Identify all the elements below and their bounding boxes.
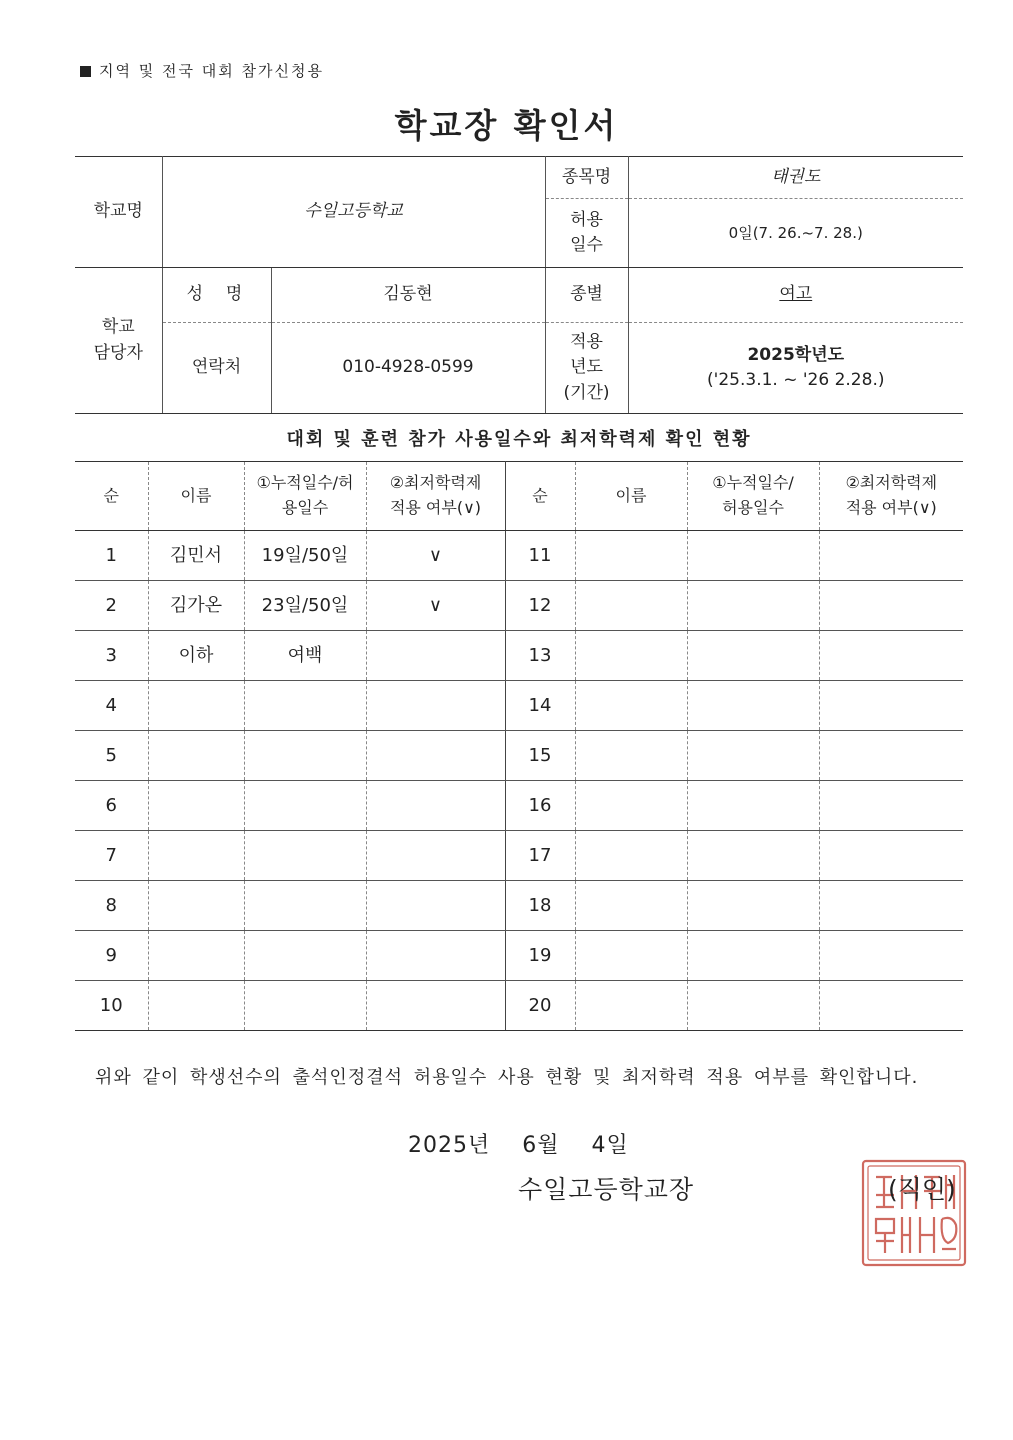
student-name — [148, 681, 244, 731]
participation-status-table — [75, 461, 963, 1031]
header-name-left: 이름 — [148, 462, 244, 531]
minimum-check — [819, 781, 963, 831]
accumulated-days — [687, 681, 819, 731]
period-year: 2025학년도 — [747, 344, 845, 365]
header-no-right: 순 — [505, 462, 575, 531]
row-number: 2 — [75, 581, 148, 631]
accumulated-days — [687, 731, 819, 781]
period-range: ('25.3.1. ~ '26 2.28.) — [707, 370, 885, 390]
minimum-check — [819, 631, 963, 681]
contact-value: 010-4928-0599 — [271, 323, 545, 414]
header-no-left: 순 — [75, 462, 148, 531]
category-label: 종별 — [545, 268, 628, 323]
accumulated-days — [687, 981, 819, 1031]
row-number: 9 — [75, 931, 148, 981]
minimum-check — [819, 681, 963, 731]
row-number: 6 — [75, 781, 148, 831]
period-value — [628, 323, 963, 414]
student-name — [575, 731, 687, 781]
student-name — [148, 881, 244, 931]
accumulated-days: 19일/50일 — [244, 531, 366, 581]
accumulated-days — [244, 831, 366, 881]
allowed-days-value: 0일(7. 26.~7. 28.) — [628, 199, 963, 268]
contact-label: 연락처 — [162, 323, 271, 414]
document-title: 학교장 확인서 — [394, 106, 619, 145]
principal-name: 수일고등학교장 — [518, 1175, 695, 1204]
minimum-check — [819, 881, 963, 931]
accumulated-days — [244, 781, 366, 831]
row-number: 19 — [505, 931, 575, 981]
header-days-left: ①누적일수/허 용일수 — [244, 462, 366, 531]
accumulated-days — [687, 781, 819, 831]
accumulated-days — [687, 931, 819, 981]
minimum-check — [819, 981, 963, 1031]
row-number: 16 — [505, 781, 575, 831]
accumulated-days — [687, 881, 819, 931]
row-number: 11 — [505, 531, 575, 581]
square-bullet-icon — [80, 66, 91, 77]
school-name-label: 학교명 — [75, 157, 162, 268]
student-name — [148, 781, 244, 831]
row-number: 12 — [505, 581, 575, 631]
minimum-check: ∨ — [366, 581, 505, 631]
status-row — [75, 631, 963, 681]
row-number: 4 — [75, 681, 148, 731]
student-name — [575, 881, 687, 931]
header-minimum-left: ②최저학력제 적용 여부(∨) — [366, 462, 505, 531]
issue-date — [408, 1128, 661, 1159]
minimum-check — [366, 931, 505, 981]
accumulated-days — [687, 631, 819, 681]
minimum-check — [366, 831, 505, 881]
status-row — [75, 981, 963, 1031]
minimum-check — [366, 631, 505, 681]
category-value: 여고 — [628, 268, 963, 323]
accumulated-days — [244, 731, 366, 781]
student-name — [575, 831, 687, 881]
accumulated-days — [244, 931, 366, 981]
minimum-check — [819, 831, 963, 881]
minimum-check — [819, 531, 963, 581]
row-number: 7 — [75, 831, 148, 881]
student-name: 김민서 — [148, 531, 244, 581]
row-number: 8 — [75, 881, 148, 931]
row-number: 10 — [75, 981, 148, 1031]
student-name — [575, 581, 687, 631]
accumulated-days — [244, 981, 366, 1031]
school-name-value: 수일고등학교 — [162, 157, 545, 268]
student-name — [575, 931, 687, 981]
status-row — [75, 731, 963, 781]
header-days-right: ①누적일수/ 허용일수 — [687, 462, 819, 531]
status-row — [75, 881, 963, 931]
row-number: 13 — [505, 631, 575, 681]
row-number: 5 — [75, 731, 148, 781]
minimum-check — [819, 931, 963, 981]
minimum-check — [366, 981, 505, 1031]
student-name — [148, 731, 244, 781]
manager-name-label: 성 명 — [162, 268, 271, 323]
school-info-table — [75, 156, 963, 414]
status-row — [75, 831, 963, 881]
accumulated-days — [687, 581, 819, 631]
accumulated-days: 23일/50일 — [244, 581, 366, 631]
manager-label: 학교 담당자 — [75, 268, 162, 414]
accumulated-days — [687, 831, 819, 881]
confirmation-statement: 위와 같이 학생선수의 출석인정결석 허용일수 사용 현황 및 최저학력 적용 여부를 확인합니다. — [95, 1067, 919, 1088]
status-row — [75, 931, 963, 981]
status-row — [75, 531, 963, 581]
status-row — [75, 581, 963, 631]
student-name — [575, 631, 687, 681]
minimum-check: ∨ — [366, 531, 505, 581]
sport-label: 종목명 — [545, 157, 628, 199]
date-month: 6월 — [522, 1133, 560, 1158]
row-number: 18 — [505, 881, 575, 931]
student-name — [575, 781, 687, 831]
row-number: 17 — [505, 831, 575, 881]
accumulated-days: 여백 — [244, 631, 366, 681]
header-name-right: 이름 — [575, 462, 687, 531]
minimum-check — [366, 881, 505, 931]
minimum-check — [819, 731, 963, 781]
form-usage-note — [80, 60, 324, 81]
date-year: 2025년 — [408, 1133, 491, 1158]
student-name — [575, 681, 687, 731]
status-section-title: 대회 및 훈련 참가 사용일수와 최저학력제 확인 현황 — [286, 429, 752, 450]
seal-label: (직인) — [888, 1175, 956, 1204]
status-row — [75, 781, 963, 831]
row-number: 15 — [505, 731, 575, 781]
student-name: 김가온 — [148, 581, 244, 631]
row-number: 1 — [75, 531, 148, 581]
minimum-check — [366, 781, 505, 831]
date-day: 4일 — [591, 1133, 629, 1158]
allowed-days-label: 허용 일수 — [545, 199, 628, 268]
accumulated-days — [244, 881, 366, 931]
period-label: 적용 년도 (기간) — [545, 323, 628, 414]
row-number: 3 — [75, 631, 148, 681]
header-minimum-right: ②최저학력제 적용 여부(∨) — [819, 462, 963, 531]
status-row — [75, 681, 963, 731]
accumulated-days — [687, 531, 819, 581]
minimum-check — [366, 731, 505, 781]
manager-name-value: 김동현 — [271, 268, 545, 323]
student-name — [148, 831, 244, 881]
row-number: 20 — [505, 981, 575, 1031]
student-name — [148, 931, 244, 981]
row-number: 14 — [505, 681, 575, 731]
accumulated-days — [244, 681, 366, 731]
form-usage-note-text: 지역 및 전국 대회 참가신청용 — [99, 62, 324, 80]
sport-value: 태권도 — [628, 157, 963, 199]
minimum-check — [366, 681, 505, 731]
student-name — [575, 981, 687, 1031]
minimum-check — [819, 581, 963, 631]
student-name: 이하 — [148, 631, 244, 681]
student-name — [575, 531, 687, 581]
student-name — [148, 981, 244, 1031]
